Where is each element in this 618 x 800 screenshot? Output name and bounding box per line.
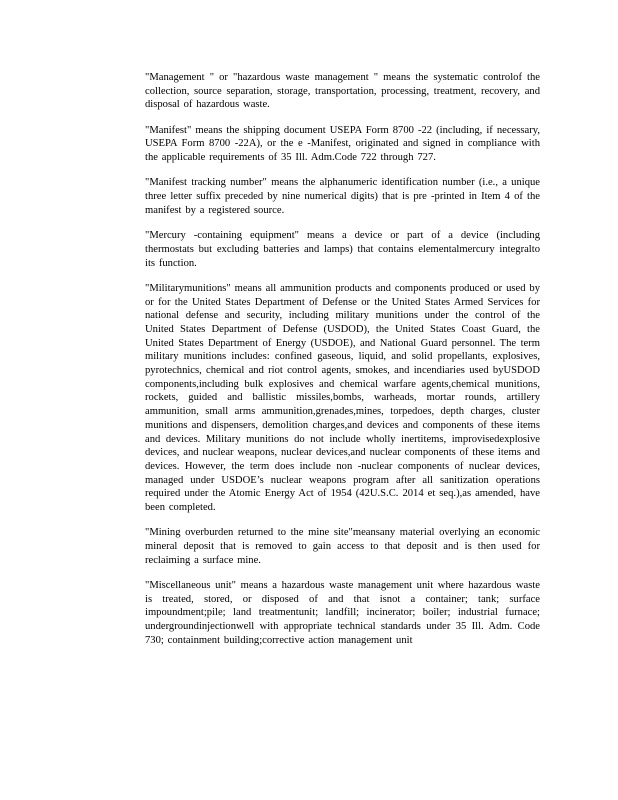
definition-military-munitions: "Militarymunitions" means all ammunition products and components produced or used by or for the United States Department of Defense or the United States Armed Services for national defense and security, including military munitions under the control of the United States Department of Defense (USDOD), the United States Coast Guard, the United States Department of Energy (USDOE), and National Guard personnel. The term military munitions includes: confined gaseous, liquid, and solid propellants, explosives, pyrotechnics, chemical and riot control agents, smokes, and incendiaries used byUSDOD components,including bulk explosives and chemical warfare agents,chemical munitions, rockets, guided and ballistic missiles,bombs, warheads, mortar rounds, artillery ammunition, small arms ammunition,grenades,mines, torpedoes, depth charges, cluster munitions and dispensers, demolition charges,and devices and components of these items and devices. Military munitions do not include wholly inertitems, improvisedexplosive devices, and nuclear weapons, nuclear devices,and nuclear components of these items and devices. However, the term does include non -nuclear components of nuclear devices, managed under USDOE’s nuclear weapons program after all sanitization operations required under the Atomic Energy Act of 1954 (42U.S.C. 2014 et seq.),as amended, have been completed. xyxy=(145,282,541,514)
definition-mercury-containing-equipment: "Mercury -containing equipment" means a device or part of a device (including thermostats but excluding batteries and lamps) that contains elementalmercury integralto its function. xyxy=(145,230,540,269)
definition-manifest: "Manifest" means the shipping document USEPA Form 8700 -22 (including, if necessary, USEPA Form 8700 -22A), or the e -Manifest, originated and signed in compliance with the applicable requirements of 35 Ill. Adm.Code 722 through 727. xyxy=(145,124,540,164)
definition-miscellaneous-unit: "Miscellaneous unit" means a hazardous waste management unit where hazardous waste is treated, stored, or disposed of and that isnot a container; tank; surface impoundment;pile; land treatmentunit; landfill; incinerator; boiler; industrial furnace; undergroundinjectionwell with appropriate technical standards under 35 Ill. Adm. Code 730; containment building;corrective action management unit xyxy=(145,580,540,646)
document-body xyxy=(145,71,540,659)
definition-management: "Management " or "hazardous waste management " means the systematic controlof the collection, source separation, storage, transportation, processing, treatment, recovery, and disposal of hazardous waste. xyxy=(145,72,540,111)
definition-manifest-tracking-number: "Manifest tracking number" means the alphanumeric identification number (i.e., a unique three letter suffix preceded by nine numerical digits) that is pre -printed in Item 4 of the manifest by a registered source. xyxy=(145,177,540,216)
definition-mining-overburden: "Mining overburden returned to the mine site"meansany material overlying an economic mineral deposit that is removed to gain access to that deposit and is then used for reclaiming a surface mine. xyxy=(145,527,540,566)
